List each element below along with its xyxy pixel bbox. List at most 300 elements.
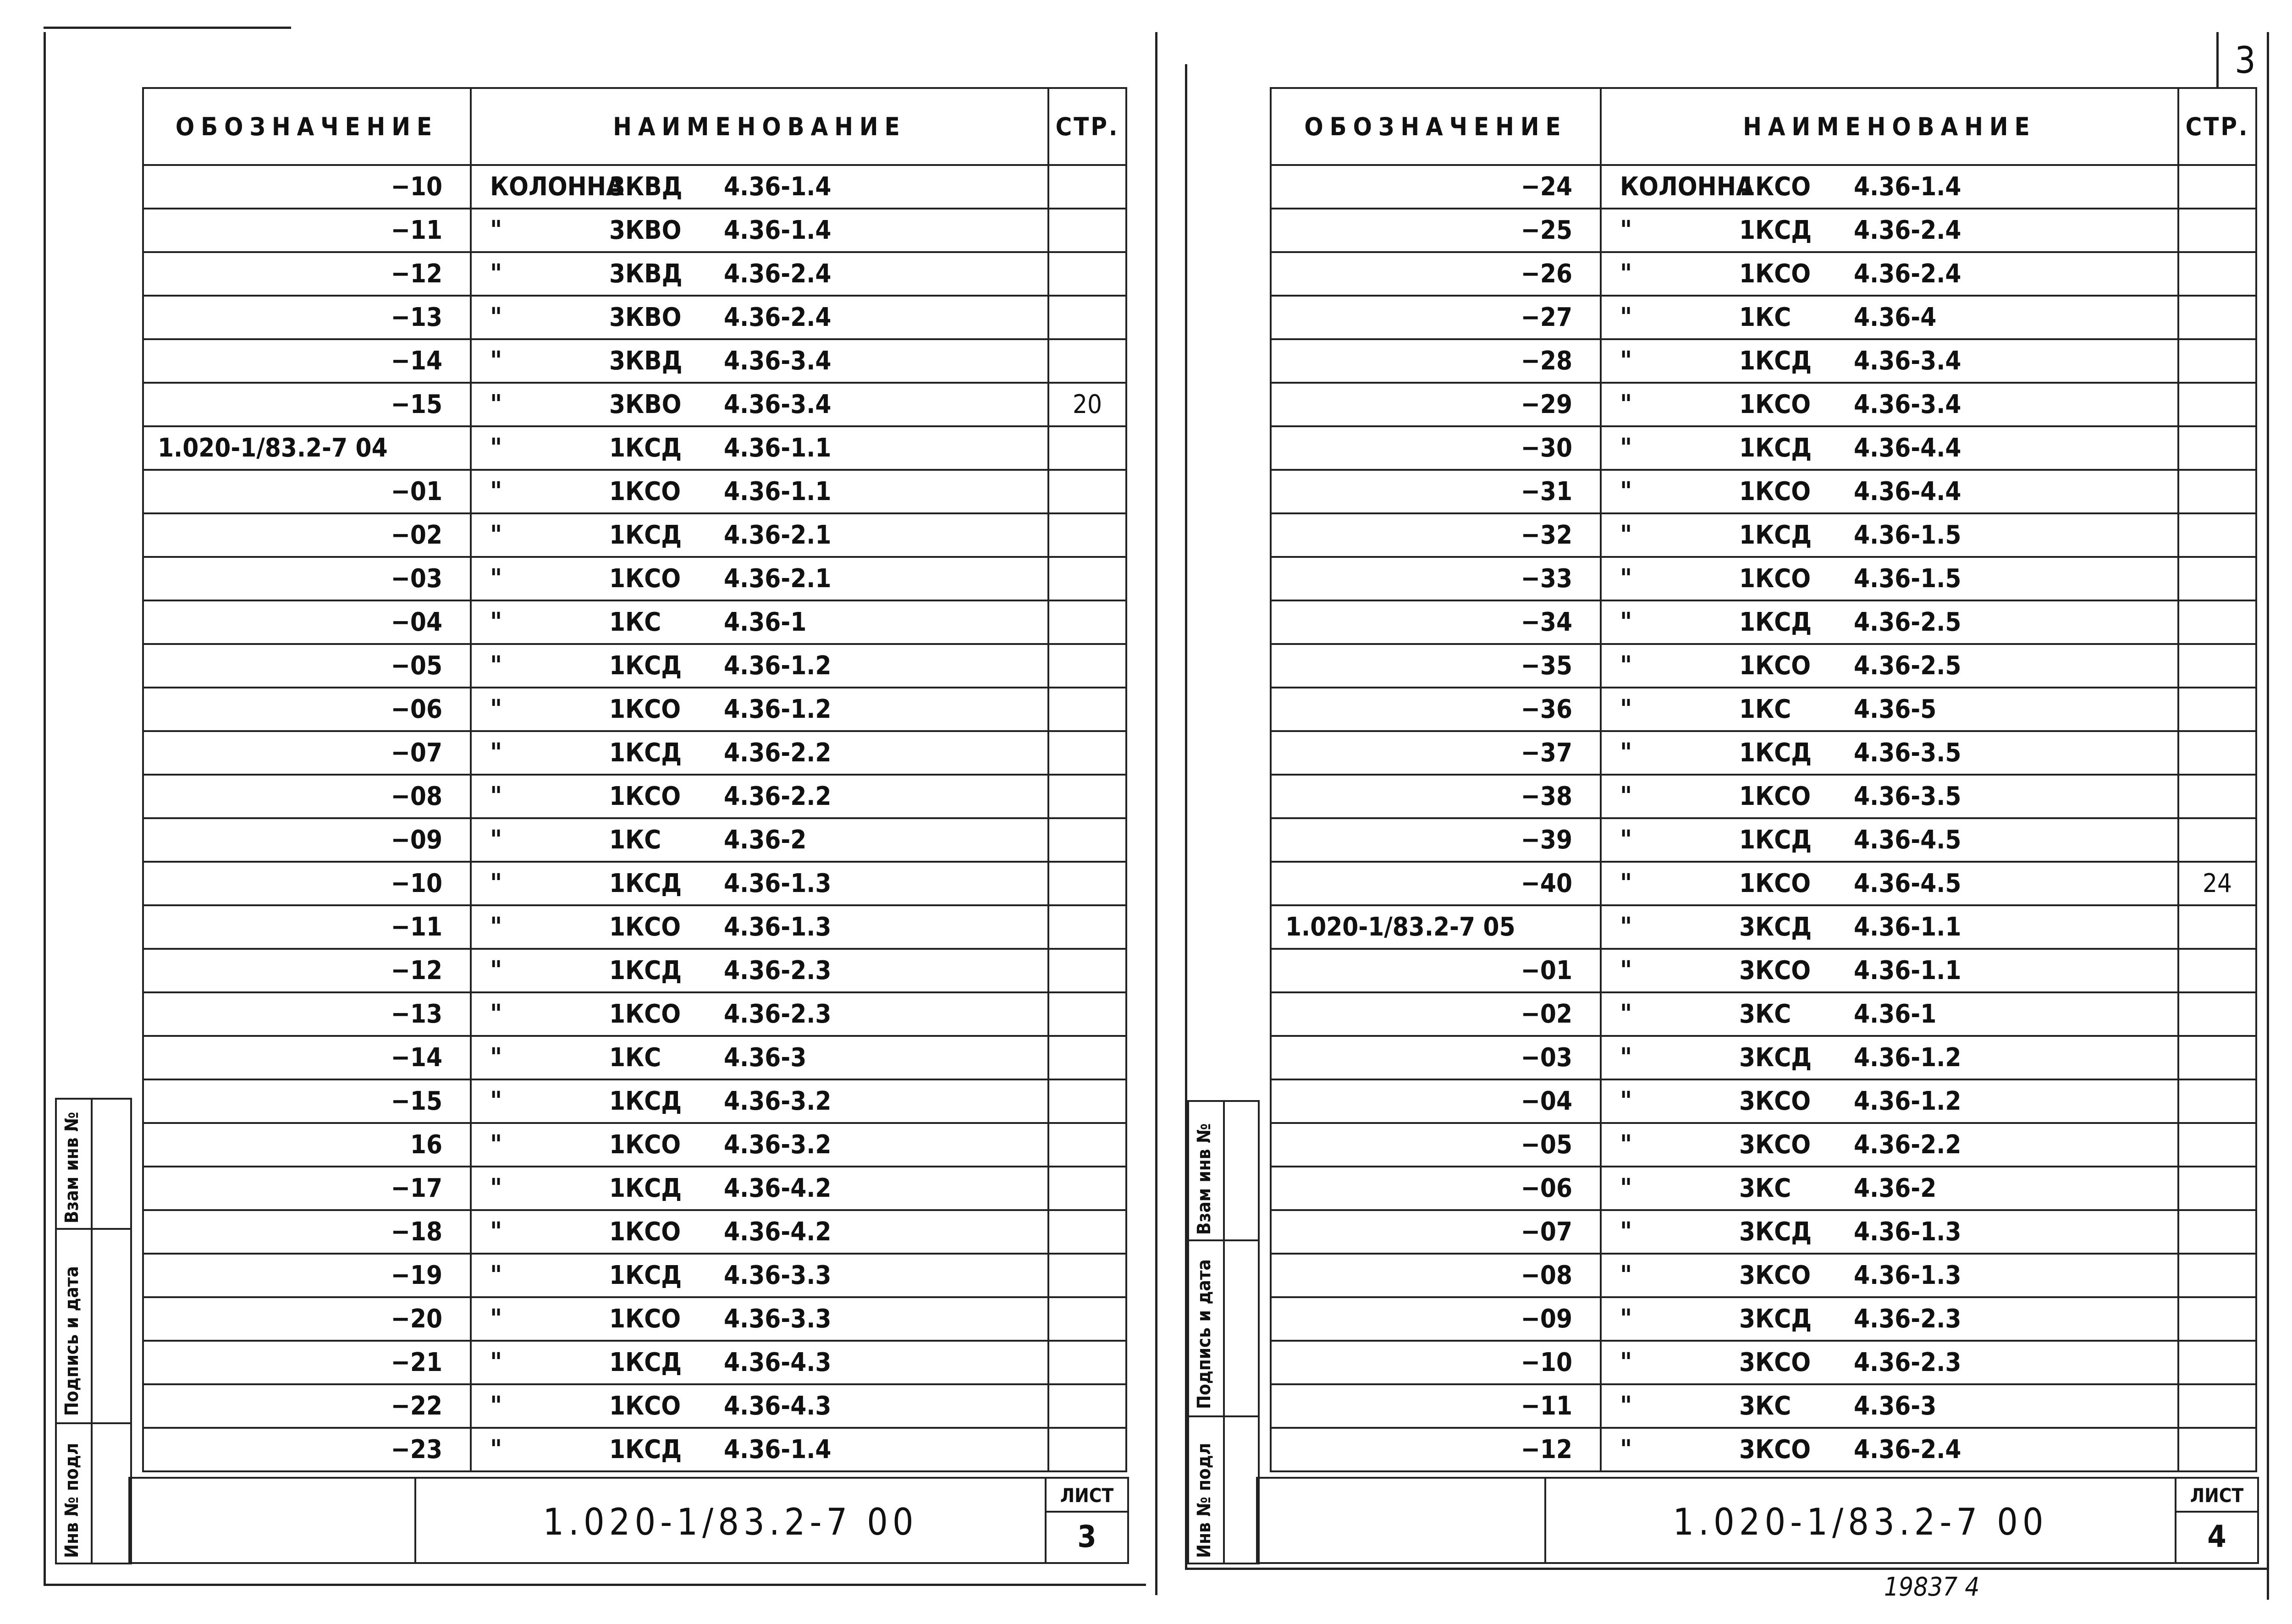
table-row xyxy=(143,252,1126,296)
row-designation: −35 xyxy=(1271,644,1601,688)
row-designation: 16 xyxy=(143,1123,471,1167)
row-item-code: 4.36-3.3 xyxy=(724,1261,832,1290)
row-designation: −03 xyxy=(143,557,471,600)
row-designation: −11 xyxy=(1271,1384,1601,1428)
row-name xyxy=(471,1167,1048,1210)
row-item-code: 4.36-2.3 xyxy=(724,956,832,985)
row-page xyxy=(2178,949,2256,992)
row-item-mark: " xyxy=(490,1261,502,1290)
row-item-mark: " xyxy=(490,1304,502,1334)
row-designation: −09 xyxy=(1271,1297,1601,1341)
row-page xyxy=(2178,1210,2256,1254)
table-row xyxy=(1271,1036,2256,1079)
row-item-code: 4.36-1.3 xyxy=(724,912,832,942)
row-designation: −11 xyxy=(143,905,471,949)
row-designation: −14 xyxy=(143,339,471,383)
row-page xyxy=(2178,1428,2256,1471)
row-designation: −13 xyxy=(143,296,471,339)
row-item-type: 1КСО xyxy=(1739,564,1811,594)
row-designation: −05 xyxy=(1271,1123,1601,1167)
row-page xyxy=(2178,688,2256,731)
row-item-mark: " xyxy=(1620,651,1632,681)
row-item-code: 4.36-4 xyxy=(1854,303,1937,332)
row-item-type: 3КВД xyxy=(609,259,683,289)
right-spec-table xyxy=(1270,87,2257,1472)
row-name xyxy=(1601,1079,2178,1123)
table-row xyxy=(1271,1384,2256,1428)
table-row xyxy=(1271,557,2256,600)
row-name xyxy=(471,775,1048,818)
row-page xyxy=(2178,1384,2256,1428)
row-item-mark: " xyxy=(490,869,502,898)
row-name xyxy=(1601,949,2178,992)
right-side-label-inventory: Инв № подл xyxy=(1194,1442,1215,1558)
row-page xyxy=(1048,688,1126,731)
row-name xyxy=(1601,557,2178,600)
row-name xyxy=(1601,426,2178,470)
row-item-type: 3КСД xyxy=(1739,1304,1812,1334)
row-page xyxy=(1048,1036,1126,1079)
row-item-mark: " xyxy=(1620,694,1632,724)
right-document-code: 1.020-1/83.2-7 00 xyxy=(1673,1501,2048,1543)
row-item-code: 4.36-1.2 xyxy=(1854,1086,1961,1116)
row-name xyxy=(1601,296,2178,339)
row-item-code: 4.36-2.4 xyxy=(1854,1435,1961,1464)
table-row xyxy=(143,296,1126,339)
row-item-mark: " xyxy=(490,999,502,1029)
right-sheet-frame-bottom xyxy=(1185,1568,2267,1570)
table-row xyxy=(143,862,1126,905)
row-name xyxy=(471,862,1048,905)
table-row xyxy=(143,1210,1126,1254)
row-designation: −20 xyxy=(143,1297,471,1341)
table-row xyxy=(1271,426,2256,470)
row-item-type: 1КСД xyxy=(609,520,682,550)
row-item-code: 4.36-3.4 xyxy=(1854,390,1961,419)
row-item-type: 1КСД xyxy=(609,1173,682,1203)
table-row xyxy=(1271,470,2256,513)
row-page xyxy=(1048,426,1126,470)
table-row xyxy=(1271,775,2256,818)
row-designation: −02 xyxy=(1271,992,1601,1036)
row-item-code: 4.36-1.4 xyxy=(724,172,832,202)
row-page xyxy=(2178,1341,2256,1384)
row-designation: −21 xyxy=(143,1341,471,1384)
table-row xyxy=(1271,1210,2256,1254)
row-designation: −29 xyxy=(1271,383,1601,426)
row-page xyxy=(2178,905,2256,949)
row-item-code: 4.36-2.5 xyxy=(1854,651,1961,681)
row-name xyxy=(1601,383,2178,426)
row-designation: −08 xyxy=(1271,1254,1601,1297)
table-row xyxy=(143,731,1126,775)
row-name xyxy=(471,1341,1048,1384)
corner-page-number: 3 xyxy=(2235,39,2256,82)
row-name xyxy=(1601,731,2178,775)
row-designation: −17 xyxy=(143,1167,471,1210)
row-item-mark: " xyxy=(490,782,502,811)
row-name xyxy=(471,557,1048,600)
row-item-type: 3КВД xyxy=(609,346,683,376)
row-item-code: 4.36-1.5 xyxy=(1854,520,1961,550)
row-item-code: 4.36-3.4 xyxy=(724,390,832,419)
row-item-type: 1КС xyxy=(609,825,661,855)
row-designation: −18 xyxy=(143,1210,471,1254)
table-row xyxy=(143,1297,1126,1341)
row-item-mark: " xyxy=(490,346,502,376)
row-page xyxy=(1048,644,1126,688)
row-item-mark: " xyxy=(490,825,502,855)
table-row xyxy=(1271,949,2256,992)
row-designation: −12 xyxy=(143,252,471,296)
row-item-type: 1КСО xyxy=(609,1391,681,1421)
row-item-code: 4.36-2.1 xyxy=(724,520,832,550)
row-item-code: 4.36-1.1 xyxy=(724,477,832,506)
row-item-type: 3КСО xyxy=(1739,1086,1811,1116)
table-row xyxy=(143,949,1126,992)
left-sheet-label: ЛИСТ xyxy=(1060,1484,1114,1507)
row-page xyxy=(2178,252,2256,296)
table-row xyxy=(143,1254,1126,1297)
row-item-code: 4.36-1.1 xyxy=(1854,912,1961,942)
row-item-code: 4.36-3.5 xyxy=(1854,738,1961,768)
table-row xyxy=(1271,252,2256,296)
table-row xyxy=(143,1428,1126,1471)
row-item-code: 4.36-5 xyxy=(1854,694,1937,724)
row-item-type: 1КСД xyxy=(1739,433,1812,463)
row-item-code: 4.36-4.3 xyxy=(724,1391,832,1421)
row-item-type: 1КС xyxy=(609,607,661,637)
row-page xyxy=(1048,1297,1126,1341)
row-item-mark: " xyxy=(490,1043,502,1073)
row-item-mark: " xyxy=(1620,433,1632,463)
row-item-mark: " xyxy=(490,738,502,768)
row-designation: −34 xyxy=(1271,600,1601,644)
table-row xyxy=(143,1123,1126,1167)
row-name xyxy=(471,1123,1048,1167)
row-designation: 1.020-1/83.2-7 04 xyxy=(143,426,471,470)
row-item-code: 4.36-4.2 xyxy=(724,1173,832,1203)
row-item-mark: " xyxy=(490,1130,502,1160)
row-item-mark: " xyxy=(490,1435,502,1464)
center-divider xyxy=(1155,32,1157,1595)
row-item-type: 1КСД xyxy=(609,651,682,681)
table-row xyxy=(143,644,1126,688)
row-item-type: 3КСД xyxy=(1739,912,1812,942)
row-item-type: 1КСД xyxy=(609,1435,682,1464)
row-name xyxy=(1601,992,2178,1036)
table-row xyxy=(143,600,1126,644)
left-side-stamp xyxy=(55,1098,132,1564)
row-page xyxy=(1048,470,1126,513)
row-name xyxy=(471,1210,1048,1254)
row-page xyxy=(1048,1079,1126,1123)
table-row xyxy=(1271,165,2256,209)
row-page xyxy=(2178,1297,2256,1341)
row-name xyxy=(471,949,1048,992)
row-item-type: 1КСД xyxy=(1739,346,1812,376)
row-name xyxy=(1601,1123,2178,1167)
table-row xyxy=(1271,731,2256,775)
row-item-type: 1КСД xyxy=(609,738,682,768)
row-item-code: 4.36-1 xyxy=(724,607,807,637)
row-designation: −37 xyxy=(1271,731,1601,775)
row-name xyxy=(1601,1341,2178,1384)
row-item-mark: " xyxy=(490,607,502,637)
row-item-code: 4.36-1.3 xyxy=(1854,1261,1961,1290)
row-designation: −06 xyxy=(143,688,471,731)
row-designation: −30 xyxy=(1271,426,1601,470)
row-name xyxy=(1601,1428,2178,1471)
row-item-type: 1КСД xyxy=(1739,738,1812,768)
row-item-mark: " xyxy=(1620,520,1632,550)
row-item-mark: " xyxy=(1620,1435,1632,1464)
row-item-mark: " xyxy=(1620,215,1632,245)
row-page xyxy=(1048,862,1126,905)
right-sheet-frame-right xyxy=(2267,32,2269,1600)
row-item-code: 4.36-2.2 xyxy=(724,738,832,768)
table-row xyxy=(143,775,1126,818)
handwritten-archive-number: 19837 4 xyxy=(1884,1572,1980,1602)
row-page xyxy=(2178,1254,2256,1297)
row-item-type: 1КСД xyxy=(609,1086,682,1116)
row-designation: −27 xyxy=(1271,296,1601,339)
row-item-mark: " xyxy=(1620,477,1632,506)
row-item-code: 4.36-4.5 xyxy=(1854,825,1961,855)
row-item-code: 4.36-1.5 xyxy=(1854,564,1961,594)
row-item-code: 4.36-3.4 xyxy=(1854,346,1961,376)
row-page xyxy=(1048,1123,1126,1167)
row-item-mark: " xyxy=(1620,1086,1632,1116)
row-page xyxy=(1048,818,1126,862)
left-title-block xyxy=(128,1477,1129,1564)
row-item-code: 4.36-3.3 xyxy=(724,1304,832,1334)
row-name xyxy=(1601,862,2178,905)
row-designation: −04 xyxy=(1271,1079,1601,1123)
row-designation: −28 xyxy=(1271,339,1601,383)
row-item-type: 1КСО xyxy=(609,564,681,594)
row-page xyxy=(2178,296,2256,339)
row-item-code: 4.36-2.3 xyxy=(1854,1348,1961,1377)
row-page xyxy=(1048,1384,1126,1428)
row-item-mark: " xyxy=(1620,1261,1632,1290)
row-item-mark: " xyxy=(1620,390,1632,419)
row-item-type: 3КСО xyxy=(1739,1435,1811,1464)
table-row xyxy=(143,513,1126,557)
row-item-type: 1КСО xyxy=(609,912,681,942)
row-name xyxy=(1601,339,2178,383)
row-item-mark: " xyxy=(490,694,502,724)
row-page xyxy=(1048,557,1126,600)
row-item-code: 4.36-1.2 xyxy=(724,651,832,681)
row-designation: −07 xyxy=(143,731,471,775)
row-name xyxy=(471,688,1048,731)
row-page xyxy=(2178,1123,2256,1167)
row-designation: −26 xyxy=(1271,252,1601,296)
row-item-type: 3КСО xyxy=(1739,1348,1811,1377)
row-name xyxy=(1601,513,2178,557)
row-item-mark: " xyxy=(1620,564,1632,594)
row-page xyxy=(2178,1079,2256,1123)
row-item-mark: " xyxy=(1620,825,1632,855)
row-item-code: 4.36-2.3 xyxy=(724,999,832,1029)
col-page-header: СТР. xyxy=(2178,88,2256,165)
table-row xyxy=(1271,818,2256,862)
row-item-mark: " xyxy=(490,651,502,681)
right-side-label-replace: Взам инв № xyxy=(1194,1123,1215,1235)
table-row xyxy=(143,1384,1126,1428)
table-row xyxy=(1271,1341,2256,1384)
table-row xyxy=(1271,383,2256,426)
row-name xyxy=(1601,1384,2178,1428)
table-row xyxy=(1271,209,2256,252)
row-page xyxy=(1048,600,1126,644)
table-row xyxy=(143,557,1126,600)
table-row xyxy=(143,818,1126,862)
table-row xyxy=(143,209,1126,252)
row-item-mark: КОЛОННА xyxy=(490,172,624,202)
row-page xyxy=(2178,731,2256,775)
row-name xyxy=(1601,905,2178,949)
row-designation: −05 xyxy=(143,644,471,688)
col-name-header: НАИМЕНОВАНИЕ xyxy=(471,88,1048,165)
row-designation: −08 xyxy=(143,775,471,818)
row-item-type: 1КСО xyxy=(609,477,681,506)
row-name xyxy=(471,383,1048,426)
row-page xyxy=(2178,775,2256,818)
table-row xyxy=(1271,688,2256,731)
table-row xyxy=(1271,905,2256,949)
row-item-code: 4.36-2.2 xyxy=(1854,1130,1961,1160)
row-designation: −33 xyxy=(1271,557,1601,600)
row-page xyxy=(1048,1341,1126,1384)
row-item-mark: " xyxy=(1620,259,1632,289)
table-row xyxy=(143,426,1126,470)
left-side-label-inventory: Инв № подл xyxy=(61,1442,83,1558)
row-page xyxy=(2178,818,2256,862)
row-item-mark: " xyxy=(490,1173,502,1203)
row-page xyxy=(2178,339,2256,383)
right-side-stamp xyxy=(1187,1100,1260,1564)
row-item-code: 4.36-2.4 xyxy=(724,303,832,332)
row-designation: −10 xyxy=(143,862,471,905)
row-item-code: 4.36-1.2 xyxy=(1854,1043,1961,1073)
row-designation: −06 xyxy=(1271,1167,1601,1210)
row-page xyxy=(1048,1167,1126,1210)
row-designation: −36 xyxy=(1271,688,1601,731)
row-item-code: 4.36-3 xyxy=(724,1043,807,1073)
row-name xyxy=(1601,1254,2178,1297)
row-item-mark: " xyxy=(1620,1391,1632,1421)
table-row xyxy=(1271,339,2256,383)
table-row xyxy=(1271,992,2256,1036)
row-item-type: 1КСО xyxy=(609,1304,681,1334)
row-item-type: 1КСО xyxy=(1739,390,1811,419)
row-name xyxy=(471,644,1048,688)
row-page: 20 xyxy=(1048,383,1126,426)
row-item-type: 1КСД xyxy=(1739,520,1812,550)
row-designation: −04 xyxy=(143,600,471,644)
row-item-type: 3КСО xyxy=(1739,1130,1811,1160)
col-page-header: СТР. xyxy=(1048,88,1126,165)
row-item-type: 3КВО xyxy=(609,215,682,245)
right-side-label-signature: Подпись и дата xyxy=(1194,1259,1215,1409)
row-name xyxy=(471,1036,1048,1079)
row-designation: −03 xyxy=(1271,1036,1601,1079)
left-spec-table xyxy=(142,87,1127,1472)
row-name xyxy=(471,992,1048,1036)
row-page xyxy=(2178,209,2256,252)
row-item-code: 4.36-4.4 xyxy=(1854,477,1961,506)
row-name xyxy=(471,339,1048,383)
row-name xyxy=(471,1254,1048,1297)
row-designation: −11 xyxy=(143,209,471,252)
row-item-code: 4.36-1.1 xyxy=(724,433,832,463)
row-item-type: 1КС xyxy=(1739,694,1791,724)
row-designation: −19 xyxy=(143,1254,471,1297)
row-page xyxy=(1048,949,1126,992)
row-item-code: 4.36-3 xyxy=(1854,1391,1937,1421)
row-page xyxy=(1048,252,1126,296)
row-designation: −07 xyxy=(1271,1210,1601,1254)
row-item-mark: " xyxy=(1620,1130,1632,1160)
row-name xyxy=(1601,1167,2178,1210)
row-item-type: 1КСД xyxy=(609,433,682,463)
row-designation: −12 xyxy=(143,949,471,992)
row-page xyxy=(2178,644,2256,688)
row-name xyxy=(471,818,1048,862)
row-item-code: 4.36-3.2 xyxy=(724,1086,832,1116)
row-designation: 1.020-1/83.2-7 05 xyxy=(1271,905,1601,949)
table-row xyxy=(143,1079,1126,1123)
row-item-type: 1КСО xyxy=(1739,869,1811,898)
table-row xyxy=(1271,1428,2256,1471)
table-row xyxy=(143,1341,1126,1384)
left-side-label-replace: Взам инв № xyxy=(61,1112,83,1223)
row-item-code: 4.36-2 xyxy=(1854,1173,1937,1203)
row-designation: −31 xyxy=(1271,470,1601,513)
row-item-mark: " xyxy=(490,259,502,289)
row-item-type: 1КСО xyxy=(609,999,681,1029)
row-name xyxy=(471,1384,1048,1428)
row-item-type: 1КСД xyxy=(1739,607,1812,637)
row-item-type: 1КСО xyxy=(609,782,681,811)
row-item-mark: " xyxy=(1620,912,1632,942)
row-item-mark: " xyxy=(490,1391,502,1421)
row-page xyxy=(1048,1210,1126,1254)
row-page xyxy=(1048,905,1126,949)
table-row xyxy=(143,992,1126,1036)
row-item-mark: " xyxy=(1620,869,1632,898)
row-item-mark: " xyxy=(1620,956,1632,985)
row-designation: −32 xyxy=(1271,513,1601,557)
row-item-mark: " xyxy=(1620,1348,1632,1377)
row-page xyxy=(1048,775,1126,818)
row-name xyxy=(471,600,1048,644)
right-sheet-number: 4 xyxy=(2207,1519,2226,1554)
row-item-mark: " xyxy=(490,390,502,419)
row-name xyxy=(1601,209,2178,252)
right-sheet-label: ЛИСТ xyxy=(2190,1484,2244,1507)
row-item-code: 4.36-2.4 xyxy=(1854,215,1961,245)
row-item-type: 1КСО xyxy=(609,1217,681,1247)
row-item-mark: " xyxy=(490,433,502,463)
row-name xyxy=(1601,775,2178,818)
row-designation: −38 xyxy=(1271,775,1601,818)
table-row xyxy=(143,470,1126,513)
row-item-code: 4.36-1 xyxy=(1854,999,1937,1029)
row-item-code: 4.36-1.4 xyxy=(724,215,832,245)
